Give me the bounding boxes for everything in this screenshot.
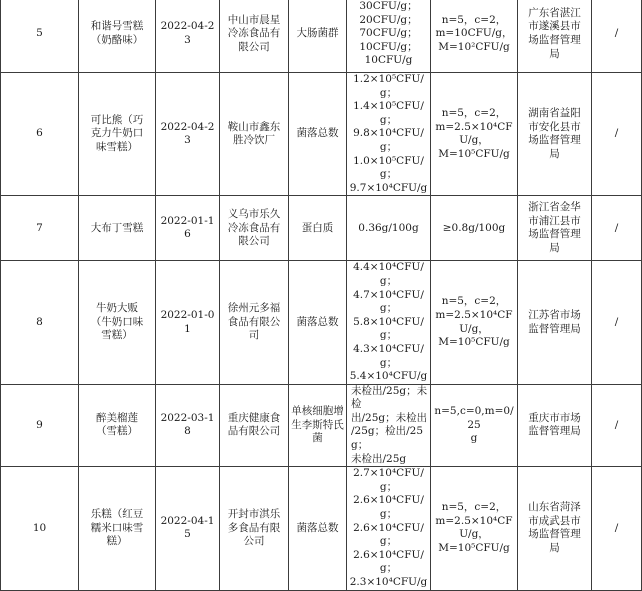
cell-authority: 湖南省益阳 市安化县市 场监督管理 局 (518, 73, 592, 196)
cell-standard: n=5,c=0,m=0/25 g (431, 384, 518, 467)
cell-authority: 重庆市市场 监督管理局 (518, 384, 592, 467)
cell-no: 6 (1, 73, 79, 196)
cell-company: 鞍山市鑫东 胜冷饮厂 (220, 73, 289, 196)
cell-result: 30CFU/g； 20CFU/g； 70CFU/g； 10CFU/g； 10CFU/g (347, 0, 431, 73)
cell-no: 5 (1, 0, 79, 73)
cell-authority: 浙江省金华 市浦江县市 场监督管理 局 (518, 196, 592, 261)
cell-product: 牛奶大贩 （牛奶口味 雪糕） (79, 261, 156, 384)
cell-item: 菌落总数 (289, 73, 347, 196)
table-body (1, 0, 642, 590)
table-row (1, 384, 642, 467)
cell-standard: n=5，c=2， m=2.5×10⁴CFU/g， M=10⁵CFU/g (431, 467, 518, 590)
table-row (1, 261, 642, 384)
cell-note: / (592, 467, 642, 590)
cell-note: / (592, 73, 642, 196)
cell-item: 单核细胞增 生李斯特氏 菌 (289, 384, 347, 467)
cell-standard: n=5，c=2， m=2.5×10⁴CFU/g， M=10⁵CFU/g (431, 261, 518, 384)
cell-date: 2022-01-16 (156, 196, 220, 261)
cell-product: 可比熊（巧 克力牛奶口 味雪糕） (79, 73, 156, 196)
table-row (1, 0, 642, 73)
cell-authority: 江苏省市场 监督管理局 (518, 261, 592, 384)
cell-result: 1.2×10⁵CFU/g； 1.4×10⁵CFU/g； 9.8×10⁴CFU/g； 1.0×10⁵CFU/g； 9.7×10⁴CFU/g (347, 73, 431, 196)
cell-standard: n=5，c=2， m=2.5×10⁴CFU/g， M=10⁵CFU/g (431, 73, 518, 196)
cell-no: 8 (1, 261, 79, 384)
cell-note: / (592, 196, 642, 261)
cell-item: 菌落总数 (289, 261, 347, 384)
cell-date: 2022-04-23 (156, 0, 220, 73)
cell-item: 菌落总数 (289, 467, 347, 590)
cell-product: 大布丁雪糕 (79, 196, 156, 261)
cell-company: 中山市晨星 冷冻食品有 限公司 (220, 0, 289, 73)
cell-date: 2022-01-01 (156, 261, 220, 384)
table-row (1, 196, 642, 261)
cell-product: 醉美榴莲 （雪糕） (79, 384, 156, 467)
cell-standard: ≥0.8g/100g (431, 196, 518, 261)
cell-result: 2.7×10⁴CFU/g； 2.6×10⁴CFU/g； 2.6×10⁴CFU/g； 2.6×10⁴CFU/g； 2.3×10⁴CFU/g (347, 467, 431, 590)
cell-no: 7 (1, 196, 79, 261)
cell-authority: 广东省湛江 市遂溪县市 场监督管理 局 (518, 0, 592, 73)
cell-company: 义乌市乐久 冷冻食品有 限公司 (220, 196, 289, 261)
cell-no: 9 (1, 384, 79, 467)
cell-note: / (592, 384, 642, 467)
cell-result: 0.36g/100g (347, 196, 431, 261)
cell-authority: 山东省菏泽 市成武县市 场监督管理 局 (518, 467, 592, 590)
table-row (1, 467, 642, 590)
cell-item: 蛋白质 (289, 196, 347, 261)
cell-note: / (592, 0, 642, 73)
cell-date: 2022-04-15 (156, 467, 220, 590)
cell-result: 4.4×10⁴CFU/g； 4.7×10⁴CFU/g； 5.8×10⁴CFU/g； 4.3×10⁴CFU/g； 5.4×10⁴CFU/g (347, 261, 431, 384)
cell-company: 重庆健康食 品有限公司 (220, 384, 289, 467)
cell-date: 2022-03-18 (156, 384, 220, 467)
cell-date: 2022-04-23 (156, 73, 220, 196)
cell-company: 开封市淇乐 多食品有限 公司 (220, 467, 289, 590)
table-row (1, 73, 642, 196)
cell-no: 10 (1, 467, 79, 590)
cell-note: / (592, 261, 642, 384)
cell-result: 未检出/25g；未检 出/25g；未检出 /25g；检出/25g； 未检出/25g (347, 384, 431, 467)
cell-company: 徐州元多福 食品有限公 司 (220, 261, 289, 384)
cell-standard: n=5，c=2， m=10CFU/g， M=10²CFU/g (431, 0, 518, 73)
cell-item: 大肠菌群 (289, 0, 347, 73)
cell-product: 和谐号雪糕 （奶酪味） (79, 0, 156, 73)
cell-product: 乐糕（红豆 糯米口味雪 糕） (79, 467, 156, 590)
